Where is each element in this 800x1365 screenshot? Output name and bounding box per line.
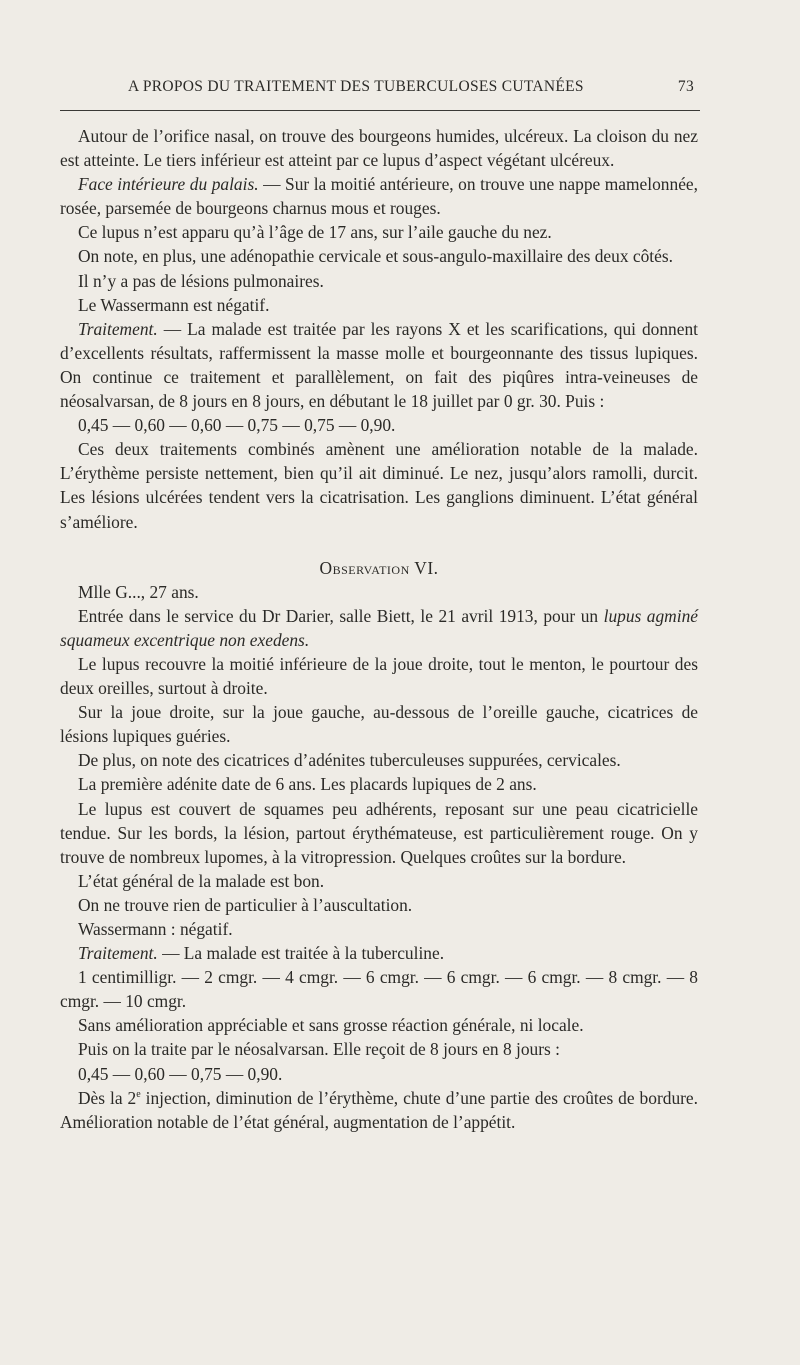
paragraph: Autour de l’orifice nasal, on trouve des bourgeons humides, ulcéreux. La cloison du nez est atteinte. Le tiers inférieur est atteint par ce lupus d’aspect végétant ulcéreux.: [60, 126, 698, 171]
paragraph: 0,45 — 0,60 — 0,60 — 0,75 — 0,75 — 0,90.: [78, 415, 396, 436]
running-title: A PROPOS DU TRAITEMENT DES TUBERCULOSES CUTANÉES: [128, 78, 584, 95]
paragraph: On ne trouve rien de particulier à l’auscultation.: [78, 894, 413, 915]
paragraph: Puis on la traite par le néosalvarsan. Elle reçoit de 8 jours en 8 jours :: [78, 1039, 560, 1060]
page-body: [60, 124, 698, 1134]
observation-heading: Observation VI.: [319, 557, 439, 578]
section-label: Traitement.: [78, 943, 158, 964]
paragraph: La première adénite date de 6 ans. Les placards lupiques de 2 ans.: [78, 774, 537, 795]
paragraph: Traitement. — La malade est traitée à la tuberculine.: [78, 943, 445, 964]
paragraph: Il n’y a pas de lésions pulmonaires.: [78, 270, 324, 291]
running-header: [60, 78, 700, 100]
paragraph: Face intérieure du palais. — Sur la moitié antérieure, on trouve une nappe mamelonnée, rosée, parsemée de bourgeons charnus mous et rouges.: [60, 174, 698, 219]
paragraph: Entrée dans le service du Dr Darier, salle Biett, le 21 avril 1913, pour un lupus agminé squameux excentrique non exedens.: [60, 605, 698, 650]
paragraph: Dès la 2e injection, diminution de l’érythème, chute d’une partie des croûtes de bordure. Amélioration notable de l’état général, augmentation de l’appétit.: [60, 1087, 698, 1132]
paragraph: Mlle G..., 27 ans.: [78, 581, 199, 602]
diagnosis-italic: lupus agminé squameux excentrique non exedens.: [60, 605, 698, 650]
paragraph: Wassermann : négatif.: [78, 919, 233, 939]
page-number: 73: [677, 78, 694, 95]
paragraph: Sans amélioration appréciable et sans grosse réaction générale, ni locale.: [78, 1015, 584, 1036]
paragraph: Le Wassermann est négatif.: [78, 294, 270, 315]
section-label: Face intérieure du palais.: [78, 174, 259, 195]
paragraph: Ces deux traitements combinés amènent une amélioration notable de la malade. L’érythème persiste nettement, bien qu’il ait diminué. Le nez, jusqu’alors ramolli, durcit. Les lésions ulcérées tendent vers la cicatrisation. Les ganglions diminuent. L’état général s’améliore.: [60, 439, 698, 532]
paragraph: De plus, on note des cicatrices d’adénites tuberculeuses suppurées, cervicales.: [78, 750, 621, 771]
paragraph: 1 centimilligr. — 2 cmgr. — 4 cmgr. — 6 cmgr. — 6 cmgr. — 6 cmgr. — 8 cmgr. — 8 cmgr. — 10 cmgr.: [60, 967, 698, 1012]
paragraph: Sur la joue droite, sur la joue gauche, au-dessous de l’oreille gauche, cicatrices de lésions lupiques guéries.: [60, 702, 698, 747]
paragraph: Le lupus recouvre la moitié inférieure de la joue droite, tout le menton, le pourtour des deux oreilles, surtout à droite.: [60, 653, 698, 699]
paragraph: Ce lupus n’est apparu qu’à l’âge de 17 ans, sur l’aile gauche du nez.: [78, 222, 552, 243]
section-label: Traitement.: [78, 318, 158, 339]
paragraph: Le lupus est couvert de squames peu adhérents, reposant sur une peau cicatricielle tendue. Sur les bords, la lésion, partout érythémateuse, est particulièrement rouge. On y trouve de nombreux lupomes, à la vitropression. Quelques croûtes sur la bordure.: [60, 798, 698, 867]
header-rule: [60, 110, 700, 111]
paragraph: L’état général de la malade est bon.: [78, 870, 325, 891]
paragraph: On note, en plus, une adénopathie cervicale et sous-angulo-maxillaire des deux côtés.: [78, 246, 673, 267]
paragraph: 0,45 — 0,60 — 0,75 — 0,90.: [78, 1063, 283, 1084]
paragraph: Traitement. — La malade est traitée par les rayons X et les scarifications, qui donnent d’excellents résultats, raffermissent la masse molle et bourgeonnante des tissus lupiques. On continue ce traitement et parallèlement, on fait des piqûres intra-veineuses de néosalvarsan, de 8 jours en 8 jours, en débutant le 18 juillet par 0 gr. 30. Puis :: [60, 318, 698, 412]
